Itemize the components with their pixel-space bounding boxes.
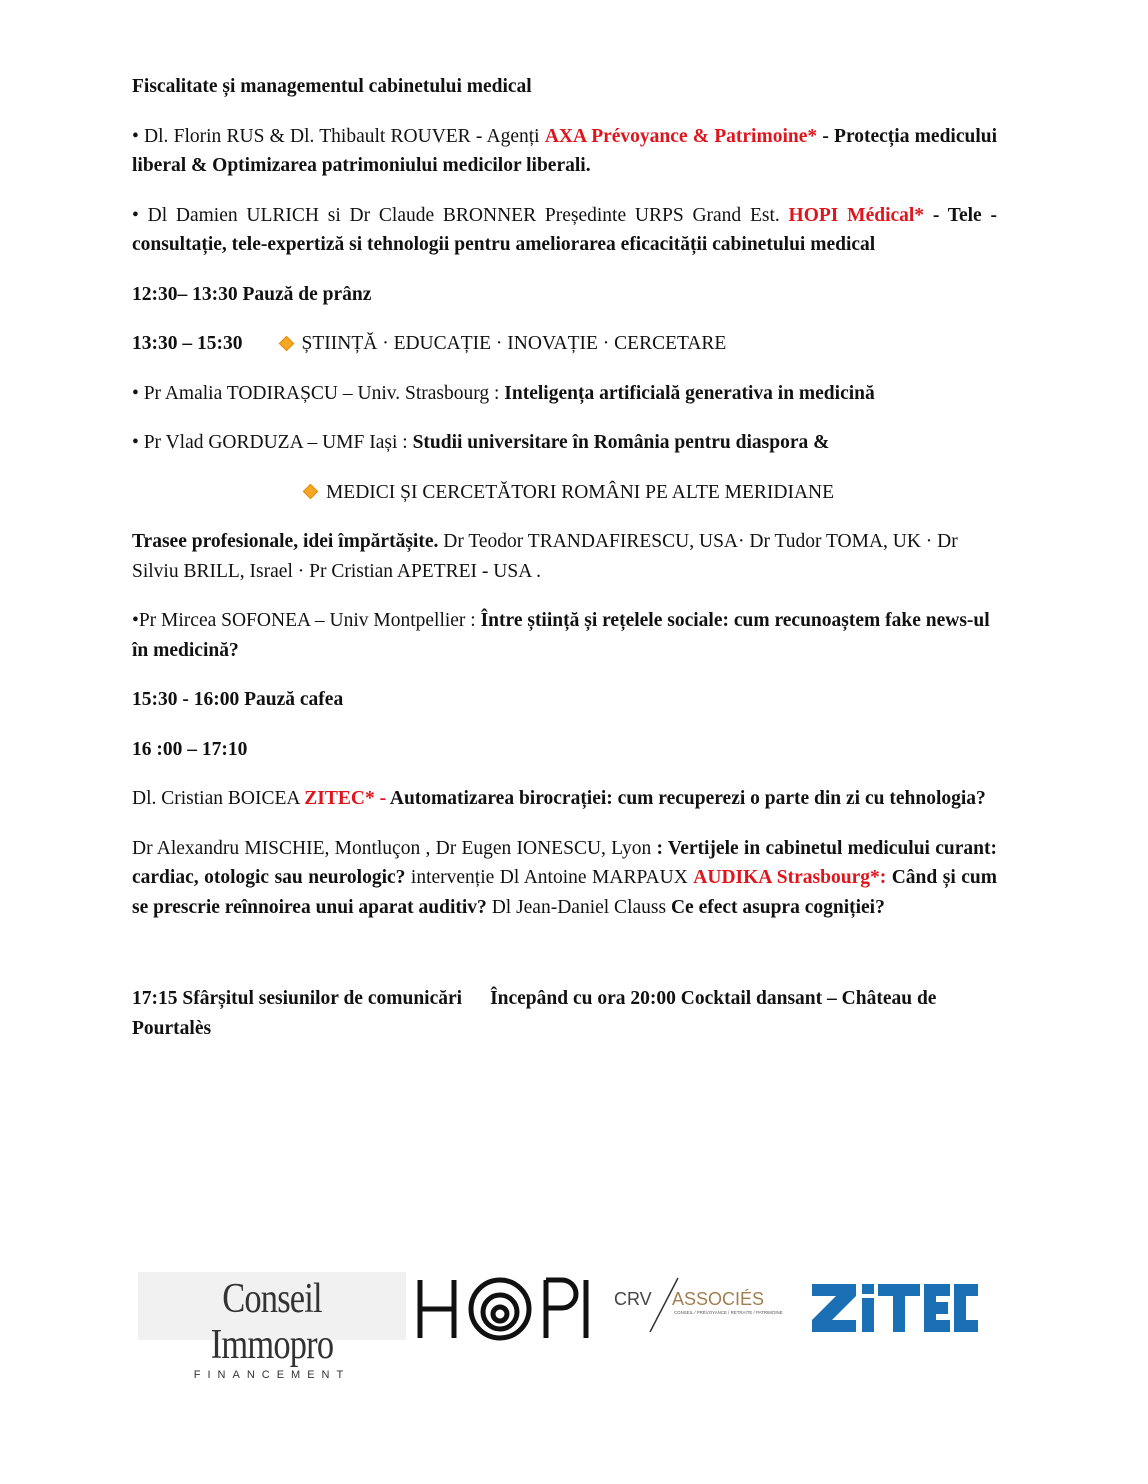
item-axa (132, 122, 997, 181)
item-hopi (132, 201, 997, 260)
item-gorduza-speaker: • Pr Vlad GORDUZA – UMF Iași : (132, 432, 413, 453)
item-trasee (132, 527, 997, 586)
diamond-icon (278, 335, 294, 351)
item-mischie-speaker2: Dl Jean-Daniel Clauss (486, 896, 671, 918)
coffee-break: 15:30 - 16:00 Pauză cafea (132, 689, 344, 710)
item-mischie-intervention: intervenție Dl Antoine MARPAUX (405, 867, 694, 888)
associes-text: ASSOCIÉS (672, 1289, 765, 1309)
item-mischie-title: Vertijele in cabinetul medicului curant: cardiac, otologic sau neurologic? (132, 837, 997, 888)
sponsor-zitec: ZITEC* - (304, 788, 390, 809)
item-trasee-people: Dr Teodor TRANDAFIRESCU, USA· Dr Tudor TOMA, UK · Dr Silviu BRILL, Israel · Pr Cristian APETREI - USA . (132, 531, 958, 582)
lunch-break: 12:30– 13:30 Pauză de prânz (132, 283, 372, 305)
meridiane-header (132, 478, 997, 508)
meridiane-title: MEDICI ȘI CERCETĂTORI ROMÂNI PE ALTE MERIDIANE (325, 481, 835, 503)
zitec-text: ZITEC (810, 1282, 813, 1283)
diamond-icon (303, 484, 319, 500)
conseil-immopro-logo (138, 1272, 406, 1381)
sponsor-audika: AUDIKA Strasbourg*: (693, 867, 887, 888)
item-mischie-question2: Ce efect asupra cogniției? (670, 896, 885, 918)
item-sofonea (132, 606, 997, 665)
item-gorduza-title: Studii universitare în România pentru diaspora & (412, 432, 830, 453)
hopi-text: HOPI (414, 1274, 417, 1275)
item-todirascu (132, 379, 997, 409)
immopro-sub: FINANCEMENT (193, 1369, 351, 1381)
item-todirascu-title: Inteligența artificială generativa in medicină (504, 382, 875, 404)
session-time: 13:30 – 15:30 (132, 333, 243, 354)
item-gorduza (132, 428, 997, 458)
crv-sub: CONSEIL / PRÉVOYANCE / RETRAITE / PATRIMOINE (674, 1310, 783, 1315)
item-hopi-title: - Tele -consultație, tele-expertiză si tehnologii pentru ameliorarea eficacității cabinetului medical (132, 204, 997, 255)
session-header (132, 329, 997, 359)
program-page (132, 72, 997, 1063)
item-boicea-speaker: Dl. Cristian BOICEA (132, 788, 305, 809)
crv-text: CRV (614, 1289, 652, 1309)
closing-cocktail: Începând cu ora 20:00 Cocktail dansant – Château de Pourtalès (132, 988, 937, 1039)
sponsor-hopi: HOPI Médical* (788, 204, 925, 226)
time-slot: 16 :00 – 17:10 (132, 738, 248, 760)
hopi-logo (414, 1274, 594, 1344)
item-mischie-colon: : (656, 837, 668, 859)
item-axa-title: - Protecția medicului liberal & Optimizarea patrimoniului medicilor liberali. (132, 125, 998, 176)
item-mischie-speakers: Dr Alexandru MISCHIE, Montluçon , Dr Eugen IONESCU, Lyon (132, 837, 657, 859)
item-todirascu-speaker: • Pr Amalia TODIRAȘCU – Univ. Strasbourg : (132, 382, 505, 404)
closing (132, 984, 997, 1043)
item-axa-speakers: • Dl. Florin RUS & Dl. Thibault ROUVER - Agenți (132, 125, 545, 147)
crv-associes-logo (612, 1272, 797, 1338)
zitec-logo (810, 1282, 980, 1334)
session-title: ȘTIINȚĂ · EDUCAȚIE · INOVAȚIE · CERCETARE (301, 333, 727, 354)
sponsor-axa: AXA Prévoyance & Patrimoine* (544, 125, 818, 147)
item-hopi-speakers: • Dl Damien ULRICH si Dr Claude BRONNER Președinte URPS Grand Est. (132, 204, 789, 226)
sponsor-logos (0, 1268, 1148, 1381)
immopro-name: Conseil Immopro (210, 1276, 334, 1368)
item-sofonea-speaker: •Pr Mircea SOFONEA – Univ Montpellier : (132, 610, 481, 631)
closing-end: 17:15 Sfârșitul sesiunilor de comunicări (132, 988, 463, 1009)
section-heading: Fiscalitate și managementul cabinetului medical (132, 76, 532, 97)
item-boicea (132, 784, 997, 814)
item-sofonea-title: Între știință și rețelele sociale: cum recunoaștem fake news-ul în medicină? (132, 610, 990, 661)
item-boicea-title: Automatizarea birocrației: cum recuperezi o parte din zi cu tehnologia? (389, 788, 986, 809)
item-mischie-question: Când și cum se prescrie reînnoirea unui aparat auditiv? (132, 867, 997, 918)
item-mischie (132, 834, 997, 923)
item-trasee-title: Trasee profesionale, idei împărtășite. (132, 531, 439, 552)
